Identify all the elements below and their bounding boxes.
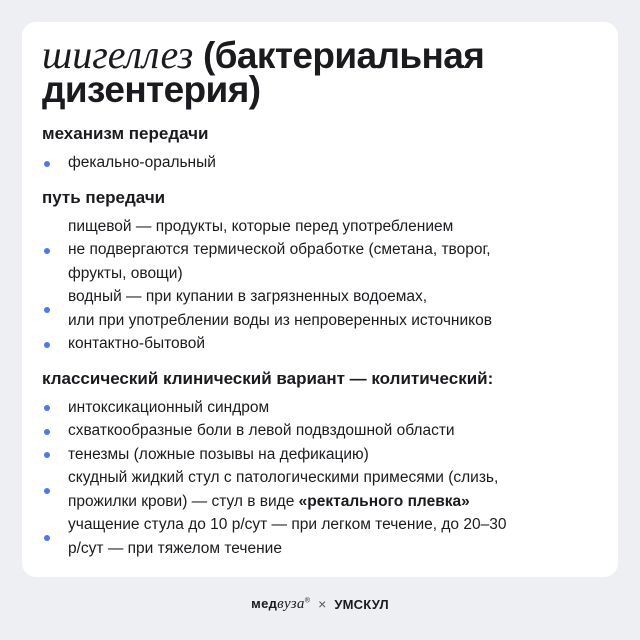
list-item: тенезмы (ложные позывы на дефикацию) [42,443,618,467]
page-title [42,32,618,110]
section-heading-transmission-mechanism: механизм передачи [42,124,209,143]
list-item: водный — при купании в загрязненных водоемах, или при употреблении воды из непроверенных источников [42,285,618,332]
title-rest: (бактериальная [193,35,485,76]
bullet-icon [44,488,50,494]
list-item: скудный жидкий стул с патологическими примесями (слизь, прожилки крови) — стул в виде «ректального плевка» [42,466,618,513]
content-card [22,22,618,577]
bullet-icon [44,342,50,348]
list-item: схваткообразные боли в левой подвздошной области [42,419,618,443]
list-transmission-mechanism [42,151,618,175]
section-heading-transmission-route: путь передачи [42,187,166,207]
list-item: пищевой — продукты, которые перед употреблением не подвергаются термической обработке (сметана, творог, фрукты, овощи) [42,215,618,286]
bullet-icon [44,161,50,167]
bullet-icon [44,535,50,541]
title-italic: шигеллез [42,32,194,77]
bullet-icon [44,248,50,254]
times-icon: × [318,596,327,612]
bullet-icon [44,405,50,411]
title-line2: дизентерия) [42,69,261,110]
emphasis-text: «ректального плевка» [298,492,470,510]
footer-logos [0,592,640,616]
list-clinical-variant [42,396,618,561]
list-item: контактно-бытовой [42,332,618,356]
bullet-icon [44,452,50,458]
list-item: интоксикационный синдром [42,396,618,420]
section-heading-clinical-variant: классический клинический вариант — колитический: [42,368,494,388]
bullet-icon [44,307,50,313]
list-item: учащение стула до 10 р/сут — при легком течение, до 20–30 р/сут — при тяжелом течение [42,513,618,560]
meduza-logo: медвуза® [251,595,311,612]
list-item: фекально-оральный [42,151,618,175]
umskul-logo: УМСКУЛ [334,596,389,612]
bullet-icon [44,429,50,435]
list-transmission-route [42,215,618,356]
